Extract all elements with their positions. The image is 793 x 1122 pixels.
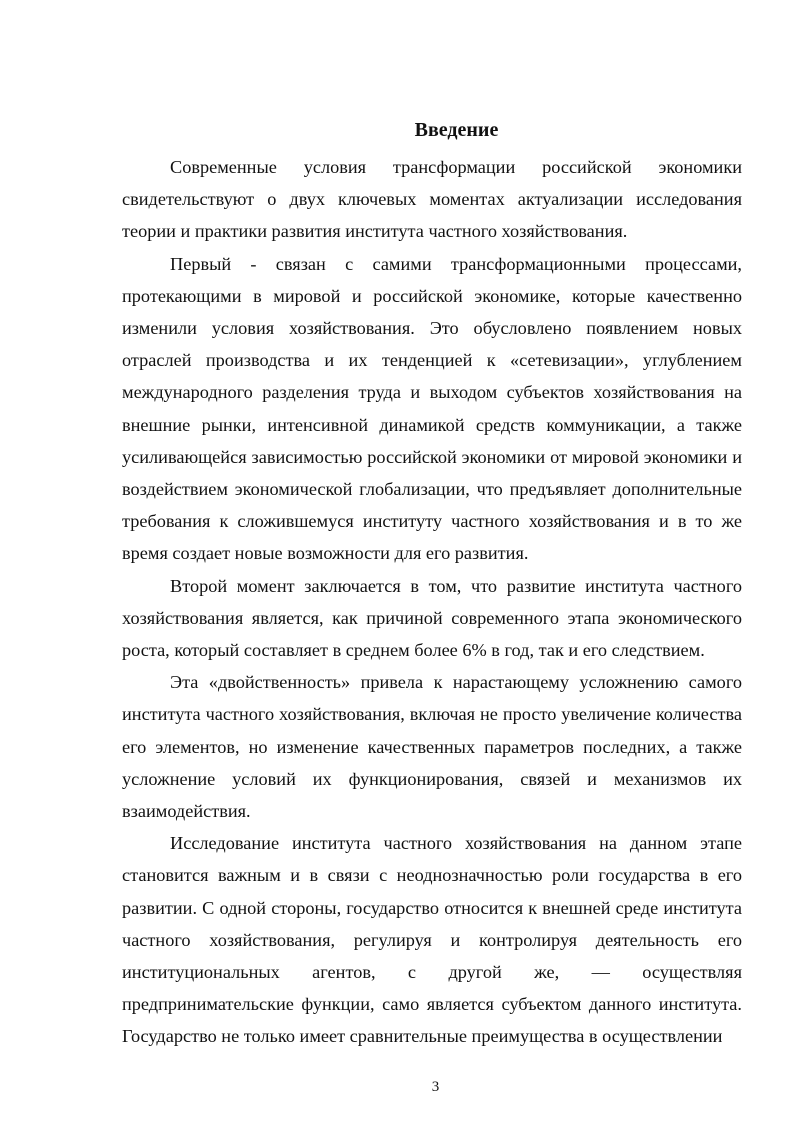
page-title: Введение [414,119,499,141]
paragraph-5: Исследование института частного хозяйствования на данном этапе становится важным и в связи с неоднозначностью роли государства в его развитии. С одной стороны, государство относится к внешней среде института частного хозяйствования, регулируя и контролируя деятельность его институциональных агентов, с другой же, — осуществляя предпринимательские функции, само является субъектом данного института. Государство не только имеет сравнительные преимущества в осуществлении [122,833,742,1047]
paragraph-4: Эта «двойственность» привела к нарастающему усложнению самого института частного хозяйствования, включая не просто увеличение количества его элементов, но изменение качественных параметров последних, а также усложнение условий их функционирования, связей и механизмов их взаимодействия. [122,672,742,822]
paragraph-1: Современные условия трансформации российской экономики свидетельствуют о двух ключевых моментах актуализации исследования теории и практики развития института частного хозяйствования. [122,157,742,242]
paragraph-2: Первый - связан с самими трансформационными процессами, протекающими в мировой и российской экономике, которые качественно изменили условия хозяйствования. Это обусловлено появлением новых отраслей производства и их тенденцией к «сетевизации», углублением международного разделения труда и выходом субъектов хозяйствования на внешние рынки, интенсивной динамикой средств коммуникации, а также усиливающейся зависимостью российской экономики от мировой экономики и воздействием экономической глобализации, что предъявляет дополнительные требования к сложившемуся институту частного хозяйствования и в то же время создает новые возможности для его развития. [122,253,742,564]
paragraph-3: Второй момент заключается в том, что развитие института частного хозяйствования является, как причиной современного этапа экономического роста, который составляет в среднем более 6% в год, так и его следствием. [122,575,742,661]
body-text [122,151,742,1053]
page-number: 3 [431,1079,440,1095]
